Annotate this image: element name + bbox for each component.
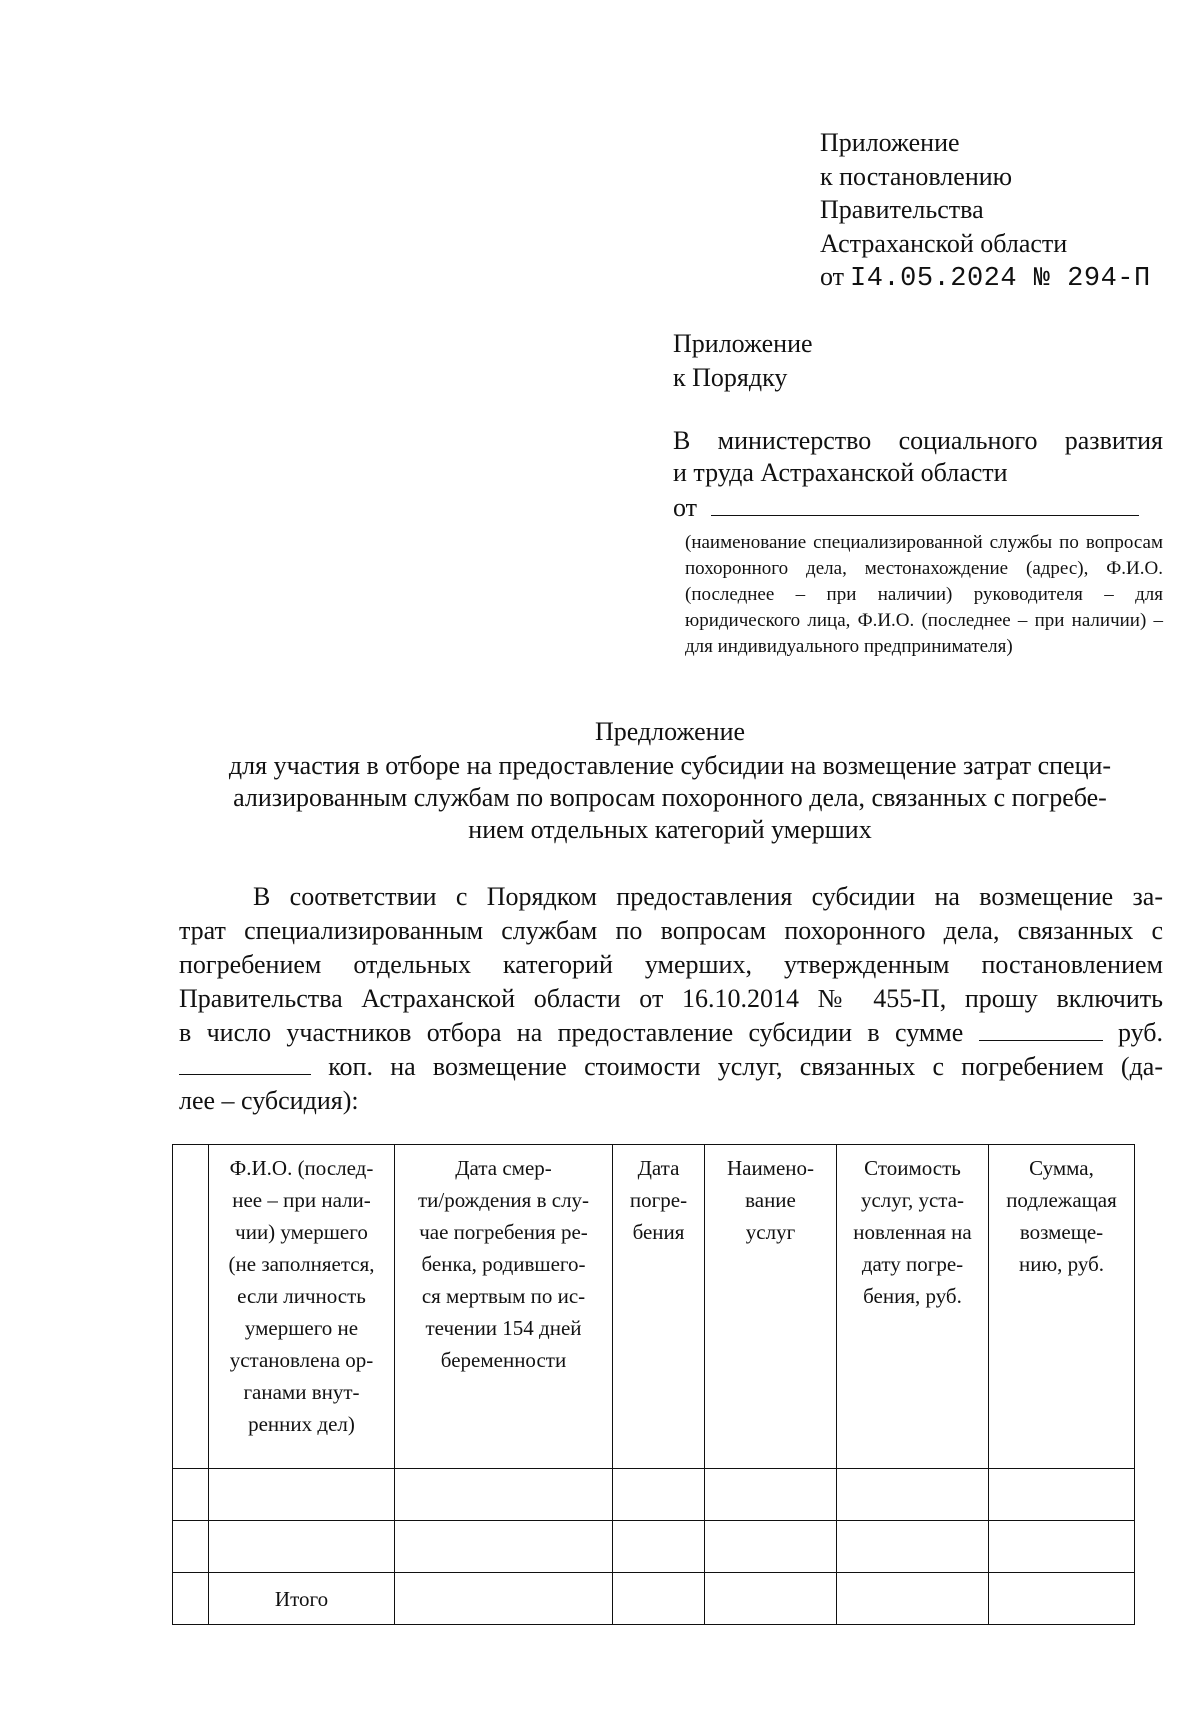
- title-heading: Предложение: [594, 717, 746, 746]
- addressee-line: В министерство социального развития: [673, 426, 1163, 455]
- order-appendix-line: к Порядку: [673, 362, 788, 392]
- header-cell-services: Наимено- вание услуг: [705, 1145, 837, 1469]
- sender-blank-field[interactable]: [711, 489, 1139, 516]
- subsidy-table: [172, 1144, 1135, 1625]
- appendix-line: Правительства: [820, 195, 984, 224]
- paragraph-line: [179, 1050, 1163, 1084]
- title-line: для участия в отборе на предоставление субсидии на возмещение затрат специ-: [228, 751, 1112, 780]
- document-title: [170, 716, 1170, 846]
- header-cell-burial-date: Дата погре- бения: [613, 1145, 705, 1469]
- table-header-row: [173, 1145, 1135, 1469]
- table-cell[interactable]: [989, 1469, 1135, 1521]
- appendix-line: Приложение: [820, 128, 960, 157]
- header-cell-services-cost: Стоимость услуг, уста- новленная на дату погре- бения, руб.: [837, 1145, 989, 1469]
- paragraph-line: Правительства Астраханской области от 16.10.2014 № 455-П, прошу включить: [179, 984, 1163, 1013]
- table-cell[interactable]: [837, 1521, 989, 1573]
- order-appendix-block: [673, 327, 973, 394]
- addressee-block: [673, 425, 1163, 660]
- table-cell[interactable]: [705, 1469, 837, 1521]
- request-paragraph: [179, 880, 1163, 1118]
- addressee-line: и труда Астраханской области: [673, 458, 1008, 487]
- table-cell[interactable]: [613, 1573, 705, 1625]
- total-label: Итого: [209, 1573, 395, 1625]
- sender-prefix: от: [673, 493, 698, 522]
- header-cell-deceased-name: Ф.И.О. (послед- нее – при нали- чии) умершего (не заполняется, если личность умершего не установлена ор- ганами внут- ренних дел): [209, 1145, 395, 1469]
- header-cell-death-date: Дата смер- ти/рождения в слу- чае погребения ре- бенка, родившего- ся мертвым по ис- течении 154 дней беременности: [395, 1145, 613, 1469]
- amount-text: в число участников отбора на предоставление субсидии в сумме: [179, 1018, 964, 1047]
- table-cell[interactable]: [837, 1469, 989, 1521]
- table-cell[interactable]: [705, 1573, 837, 1625]
- header-cell-number: [173, 1145, 209, 1469]
- rubles-unit: руб.: [1117, 1018, 1163, 1047]
- table-cell[interactable]: [989, 1573, 1135, 1625]
- table-cell[interactable]: [705, 1521, 837, 1573]
- kopecks-blank-field[interactable]: [179, 1054, 311, 1075]
- decree-appendix-block: [820, 126, 1160, 297]
- paragraph-line: В соответствии с Порядком предоставления субсидии на возмещение за-: [253, 882, 1163, 911]
- table-row: [173, 1469, 1135, 1521]
- from-prefix: от: [820, 262, 845, 291]
- sender-line: [673, 489, 1163, 524]
- sender-note: (наименование специализированной службы по вопросам похоронного дела, местонахождение (адрес), Ф.И.О. (последнее – при наличии) руководителя – для юридического лица, Ф.И.О. (последнее – при наличии) – для индивидуального предпринимателя): [685, 532, 1163, 657]
- table-cell[interactable]: [395, 1573, 613, 1625]
- table-cell[interactable]: [613, 1469, 705, 1521]
- table-cell[interactable]: [989, 1521, 1135, 1573]
- table-cell[interactable]: [209, 1469, 395, 1521]
- decree-date-number: I4.05.2024 № 294-П: [850, 264, 1151, 294]
- order-appendix-line: Приложение: [673, 329, 813, 358]
- decree-date-line: [820, 260, 1160, 297]
- paragraph-line: трат специализированным службам по вопросам похоронного дела, связанных с: [179, 916, 1163, 945]
- paragraph-line: лее – субсидия):: [179, 1086, 359, 1115]
- paragraph-line: погребением отдельных категорий умерших, утвержденным постановлением: [179, 950, 1163, 979]
- table-cell[interactable]: [613, 1521, 705, 1573]
- title-line: ализированным службам по вопросам похоронного дела, связанных с погребе-: [233, 783, 1107, 812]
- paragraph-line: [179, 1016, 1163, 1050]
- kopecks-text: коп. на возмещение стоимости услуг, связанных с погребением (да-: [328, 1052, 1163, 1081]
- table-cell[interactable]: [837, 1573, 989, 1625]
- table-row: [173, 1521, 1135, 1573]
- header-cell-reimbursement-sum: Сумма, подлежащая возмеще- нию, руб.: [989, 1145, 1135, 1469]
- table-cell[interactable]: [395, 1469, 613, 1521]
- table-cell[interactable]: [173, 1469, 209, 1521]
- table-total-row: [173, 1573, 1135, 1625]
- rubles-blank-field[interactable]: [979, 1020, 1103, 1041]
- table-cell[interactable]: [173, 1521, 209, 1573]
- table-cell[interactable]: [209, 1521, 395, 1573]
- table-cell[interactable]: [395, 1521, 613, 1573]
- appendix-line: Астраханской области: [820, 228, 1068, 258]
- appendix-line: к постановлению: [820, 161, 1013, 191]
- title-line: нием отдельных категорий умерших: [468, 815, 872, 844]
- table-cell[interactable]: [173, 1573, 209, 1625]
